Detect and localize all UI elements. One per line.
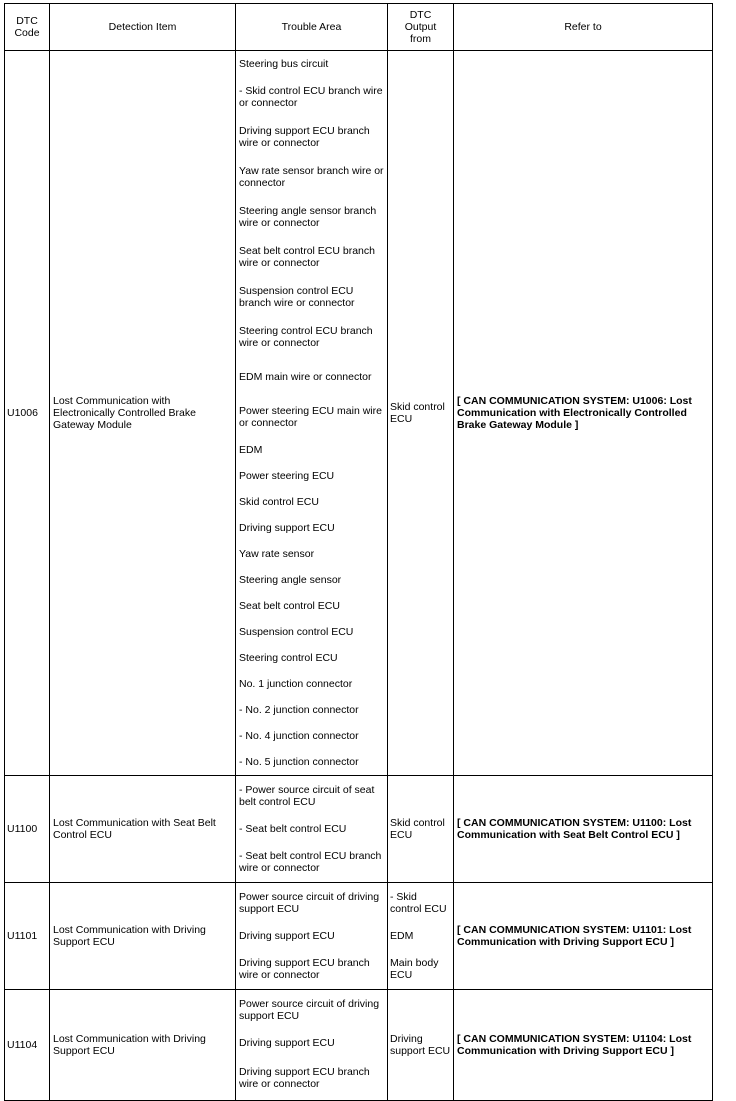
dtc-table: [4, 3, 713, 1101]
trouble-area-item: Driving support ECU: [239, 1037, 335, 1049]
output-from-item: Skid control ECU: [390, 401, 445, 425]
trouble-area-item: - Seat belt control ECU: [239, 823, 347, 835]
output-from-item: - Skid control ECU: [390, 891, 447, 915]
header-row: [5, 4, 713, 51]
trouble-area-item: Driving support ECU branch wire or connector: [239, 1066, 370, 1090]
dtc-code: U1104: [5, 990, 50, 1101]
trouble-area-item: Driving support ECU: [239, 522, 335, 534]
trouble-area-item: Driving support ECU: [239, 930, 335, 942]
trouble-area-item: - Power source circuit of seat belt control ECU: [239, 784, 375, 808]
trouble-area: [236, 776, 388, 883]
output-from-item: Skid control ECU: [390, 817, 445, 841]
dtc-table-container: [4, 3, 713, 1101]
dtc-output-from: [388, 51, 454, 776]
trouble-area-item: Driving support ECU branch wire or connector: [239, 125, 370, 149]
trouble-area-item: Power source circuit of driving support ECU: [239, 998, 380, 1022]
dtc-output-from: [388, 990, 454, 1101]
trouble-area-item: Steering control ECU: [239, 652, 338, 664]
dtc-output-from: [388, 776, 454, 883]
trouble-area: [236, 51, 388, 776]
output-from-item: Main body ECU: [390, 957, 439, 981]
trouble-area-item: Driving support ECU branch wire or connector: [239, 957, 370, 981]
refer-to-link[interactable]: [ CAN COMMUNICATION SYSTEM: U1006: Lost Communication with Electronically Controlled Brake Gateway Module ]: [454, 51, 713, 776]
trouble-area-item: Suspension control ECU branch wire or connector: [239, 285, 355, 309]
trouble-area-item: Skid control ECU: [239, 496, 319, 508]
trouble-area-item: Steering control ECU branch wire or connector: [239, 325, 373, 349]
trouble-area: [236, 990, 388, 1101]
trouble-area-item: Suspension control ECU: [239, 626, 354, 638]
header-output-from: DTC Output from: [388, 4, 454, 51]
trouble-area-item: Seat belt control ECU: [239, 600, 340, 612]
refer-to-link[interactable]: [ CAN COMMUNICATION SYSTEM: U1104: Lost Communication with Driving Support ECU ]: [454, 990, 713, 1101]
trouble-area-item: EDM main wire or connector: [239, 371, 372, 383]
trouble-area-item: EDM: [239, 444, 263, 456]
table-row: [5, 776, 713, 883]
trouble-area-item: - Seat belt control ECU branch wire or connector: [239, 850, 382, 874]
dtc-output-from: [388, 883, 454, 990]
trouble-area-item: Steering angle sensor branch wire or connector: [239, 205, 377, 229]
trouble-area-item: Power steering ECU main wire or connector: [239, 405, 382, 429]
trouble-area-item: Yaw rate sensor branch wire or connector: [239, 165, 384, 189]
header-trouble-area: Trouble Area: [236, 4, 388, 51]
detection-item: Lost Communication with Electronically Controlled Brake Gateway Module: [50, 51, 236, 776]
table-row: [5, 51, 713, 776]
trouble-area-item: - Skid control ECU branch wire or connector: [239, 85, 383, 109]
trouble-area: [236, 883, 388, 990]
trouble-area-item: Power source circuit of driving support ECU: [239, 891, 380, 915]
output-from-item: EDM: [390, 930, 414, 942]
table-row: [5, 883, 713, 990]
table-row: [5, 990, 713, 1101]
dtc-code: U1100: [5, 776, 50, 883]
header-detection-item: Detection Item: [50, 4, 236, 51]
refer-to-link[interactable]: [ CAN COMMUNICATION SYSTEM: U1100: Lost Communication with Seat Belt Control ECU ]: [454, 776, 713, 883]
trouble-area-item: No. 1 junction connector: [239, 678, 353, 690]
trouble-area-item: Steering angle sensor: [239, 574, 342, 586]
trouble-area-item: Power steering ECU: [239, 470, 335, 482]
output-from-item: Driving support ECU: [390, 1033, 451, 1057]
dtc-code: U1101: [5, 883, 50, 990]
trouble-area-item: - No. 2 junction connector: [239, 704, 359, 716]
trouble-area-item: Seat belt control ECU branch wire or connector: [239, 245, 375, 269]
dtc-code: U1006: [5, 51, 50, 776]
header-dtc-code: DTC Code: [5, 4, 50, 51]
trouble-area-item: Steering bus circuit: [239, 58, 329, 70]
detection-item: Lost Communication with Driving Support ECU: [50, 990, 236, 1101]
detection-item: Lost Communication with Seat Belt Control ECU: [50, 776, 236, 883]
refer-to-link[interactable]: [ CAN COMMUNICATION SYSTEM: U1101: Lost Communication with Driving Support ECU ]: [454, 883, 713, 990]
header-refer-to: Refer to: [454, 4, 713, 51]
detection-item: Lost Communication with Driving Support ECU: [50, 883, 236, 990]
trouble-area-item: - No. 5 junction connector: [239, 756, 359, 768]
trouble-area-item: Yaw rate sensor: [239, 548, 315, 560]
trouble-area-item: - No. 4 junction connector: [239, 730, 359, 742]
